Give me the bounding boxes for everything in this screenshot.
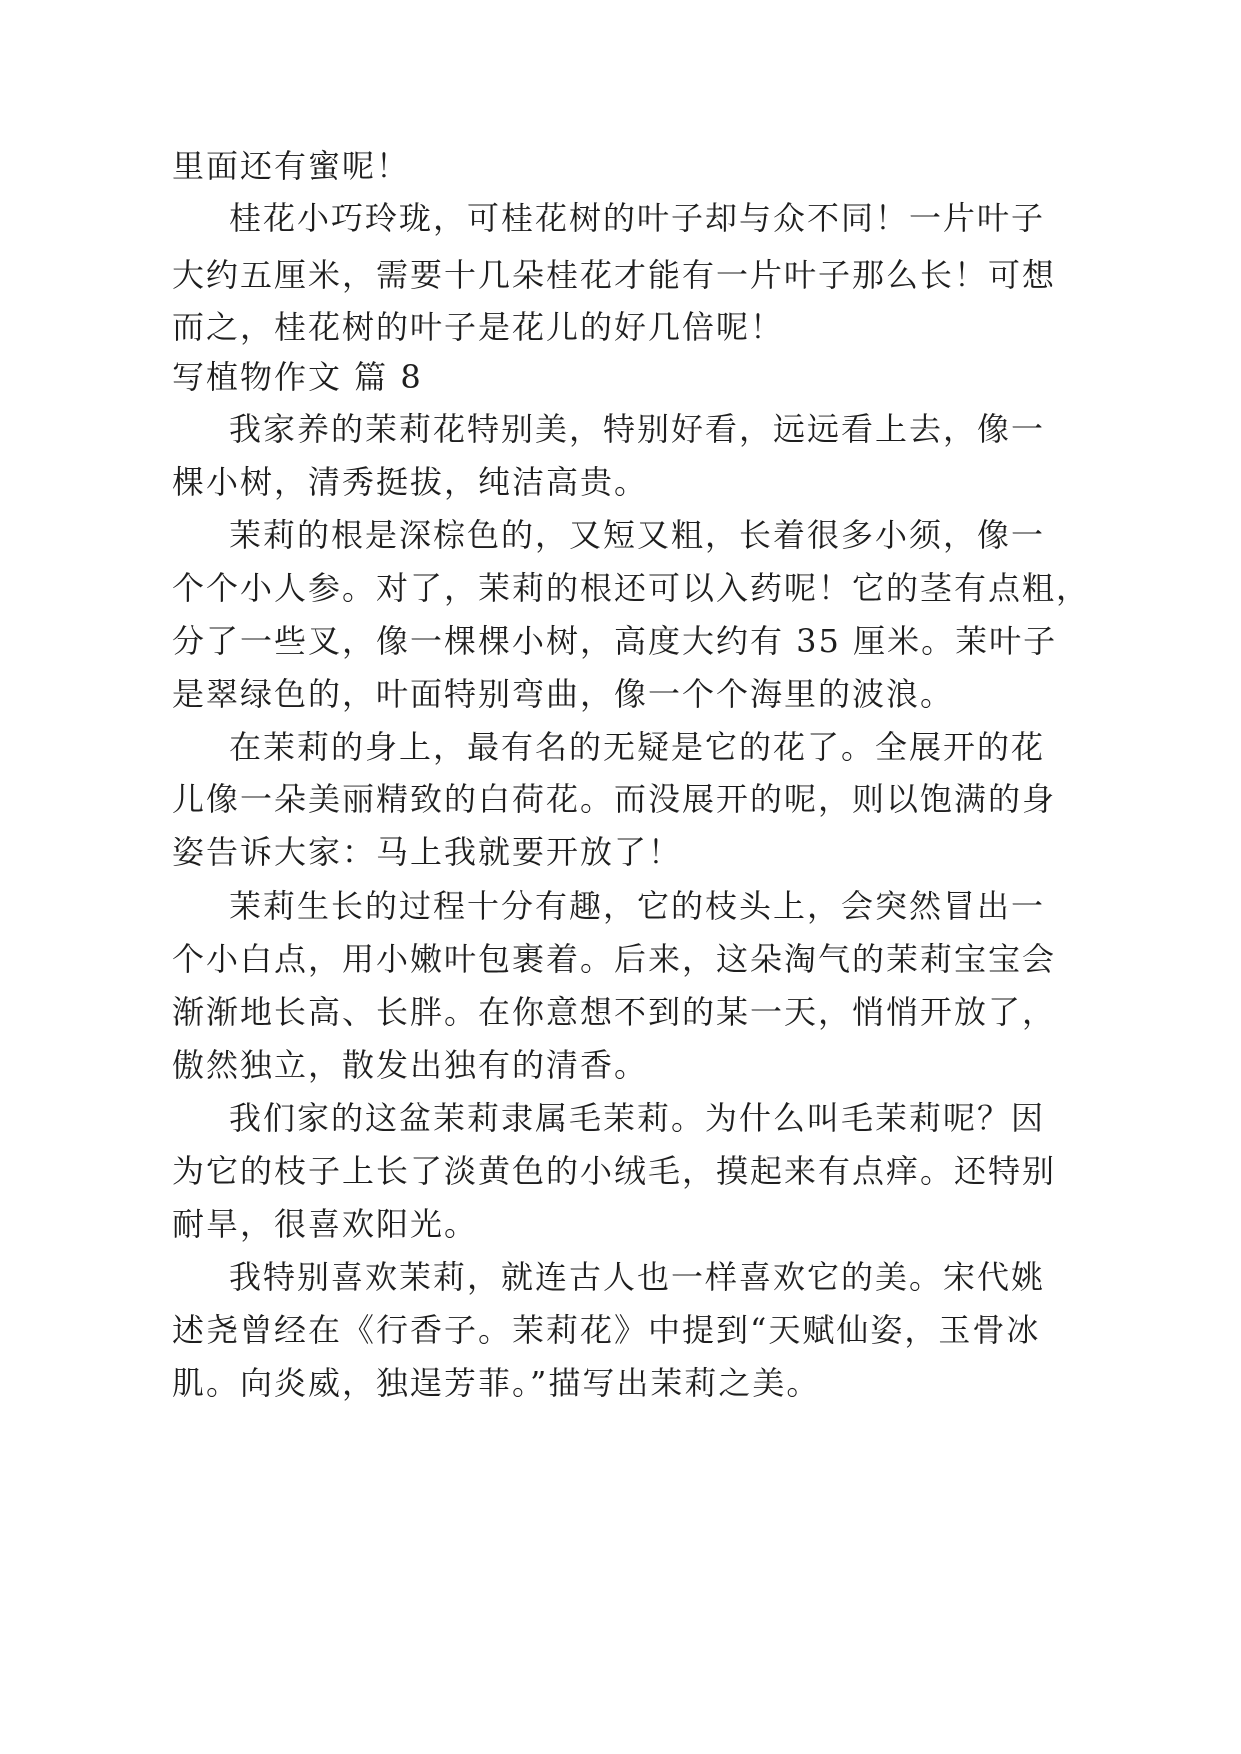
text-line: 棵小树，清秀挺拔，纯洁高贵。 bbox=[172, 463, 649, 501]
text-line: 而之，桂花树的叶子是花儿的好几倍呢！ bbox=[172, 308, 785, 346]
text-line: 为它的枝子上长了淡黄色的小绒毛，摸起来有点痒。还特别 bbox=[172, 1152, 1057, 1190]
text-line: 述尧曾经在《行香子。茉莉花》中提到“天赋仙姿，玉骨冰 bbox=[172, 1311, 1041, 1349]
text-line: 个个小人参。对了，茉莉的根还可以入药呢！它的茎有点粗， bbox=[172, 569, 1091, 607]
text-line: 桂花小巧玲珑，可桂花树的叶子却与众不同！一片叶子 bbox=[229, 199, 1046, 237]
text-line: 个小白点，用小嫩叶包裹着。后来，这朵淘气的茉莉宝宝会 bbox=[172, 940, 1057, 978]
text-line: 分了一些叉，像一棵棵小树，高度大约有 35 厘米。茉叶子 bbox=[172, 622, 1058, 660]
text-line: 耐旱，很喜欢阳光。 bbox=[172, 1205, 479, 1243]
text-line: 是翠绿色的，叶面特别弯曲，像一个个海里的波浪。 bbox=[172, 675, 955, 713]
text-line: 我家养的茉莉花特别美，特别好看，远远看上去，像一 bbox=[229, 410, 1046, 448]
text-line: 我们家的这盆茉莉隶属毛茉莉。为什么叫毛茉莉呢？因 bbox=[229, 1099, 1046, 1137]
text-line: 茉莉生长的过程十分有趣，它的枝头上，会突然冒出一 bbox=[229, 887, 1046, 925]
text-line: 渐渐地长高、长胖。在你意想不到的某一天，悄悄开放了， bbox=[172, 993, 1057, 1031]
text-line: 我特别喜欢茉莉，就连古人也一样喜欢它的美。宋代姚 bbox=[229, 1258, 1046, 1296]
text-line: 茉莉的根是深棕色的，又短又粗，长着很多小须，像一 bbox=[229, 516, 1046, 554]
text-line: 里面还有蜜呢！ bbox=[172, 147, 411, 185]
text-line: 肌。向炎威，独逞芳菲。”描写出茉莉之美。 bbox=[172, 1364, 821, 1402]
text-line: 儿像一朵美丽精致的白荷花。而没展开的呢，则以饱满的身 bbox=[172, 780, 1057, 818]
text-line: 姿告诉大家：马上我就要开放了！ bbox=[172, 833, 683, 871]
text-line: 在茉莉的身上，最有名的无疑是它的花了。全展开的花 bbox=[229, 728, 1046, 766]
heading-line: 写植物作文 篇 8 bbox=[172, 358, 423, 396]
text-line: 傲然独立，散发出独有的清香。 bbox=[172, 1046, 649, 1084]
text-line: 大约五厘米，需要十几朵桂花才能有一片叶子那么长！可想 bbox=[172, 256, 1057, 294]
